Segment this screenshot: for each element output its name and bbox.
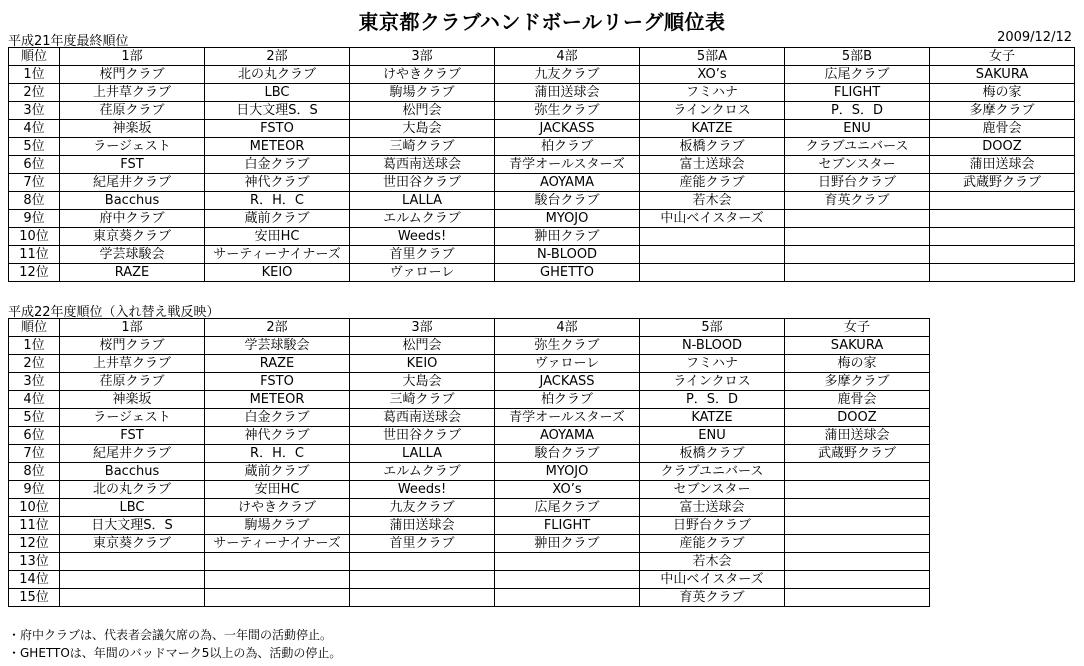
table-row bbox=[9, 391, 930, 409]
team-cell: 大島会 bbox=[350, 373, 495, 391]
team-cell: 駒場クラブ bbox=[350, 84, 495, 102]
table-row bbox=[9, 535, 930, 553]
team-cell: サーティーナイナーズ bbox=[205, 246, 350, 264]
column-header: 3部 bbox=[350, 48, 495, 66]
team-cell: 蒲田送球会 bbox=[785, 427, 930, 445]
team-cell: KATZE bbox=[640, 409, 785, 427]
team-cell bbox=[640, 228, 785, 246]
team-cell: 神楽坂 bbox=[60, 391, 205, 409]
column-header: 2部 bbox=[205, 48, 350, 66]
team-cell: KATZE bbox=[640, 120, 785, 138]
team-cell: 安田HC bbox=[205, 228, 350, 246]
team-cell bbox=[785, 228, 930, 246]
rank-cell: 6位 bbox=[9, 156, 60, 174]
table-row bbox=[9, 264, 1075, 282]
team-cell: Weeds! bbox=[350, 481, 495, 499]
team-cell: 翀田クラブ bbox=[495, 228, 640, 246]
team-cell: 板橋クラブ bbox=[640, 445, 785, 463]
team-cell: ヴァローレ bbox=[350, 264, 495, 282]
column-header: 4部 bbox=[495, 48, 640, 66]
rank-cell: 5位 bbox=[9, 138, 60, 156]
team-cell: 中山ベイスターズ bbox=[640, 571, 785, 589]
rank-cell: 13位 bbox=[9, 553, 60, 571]
team-cell: 柏クラブ bbox=[495, 138, 640, 156]
table-row bbox=[9, 589, 930, 607]
team-cell: 紀尾井クラブ bbox=[60, 445, 205, 463]
rank-cell: 3位 bbox=[9, 102, 60, 120]
team-cell: FLIGHT bbox=[495, 517, 640, 535]
team-cell: エルムクラブ bbox=[350, 210, 495, 228]
table-row bbox=[9, 481, 930, 499]
team-cell: 桜門クラブ bbox=[60, 337, 205, 355]
table-row bbox=[9, 192, 1075, 210]
team-cell: 上井草クラブ bbox=[60, 84, 205, 102]
team-cell bbox=[60, 589, 205, 607]
column-header: 女子 bbox=[930, 48, 1075, 66]
rank-cell: 2位 bbox=[9, 84, 60, 102]
standings-table-2010 bbox=[8, 318, 930, 607]
team-cell: 梅の家 bbox=[785, 355, 930, 373]
team-cell: 広尾クラブ bbox=[495, 499, 640, 517]
rank-cell: 7位 bbox=[9, 174, 60, 192]
team-cell: 育英クラブ bbox=[785, 192, 930, 210]
team-cell bbox=[930, 192, 1075, 210]
team-cell bbox=[785, 246, 930, 264]
team-cell bbox=[640, 264, 785, 282]
team-cell: 中山ベイスターズ bbox=[640, 210, 785, 228]
table-header-row bbox=[9, 48, 1075, 66]
team-cell: 駿台クラブ bbox=[495, 192, 640, 210]
rank-cell: 4位 bbox=[9, 391, 60, 409]
column-header: 1部 bbox=[60, 48, 205, 66]
rank-cell: 2位 bbox=[9, 355, 60, 373]
team-cell: 首里クラブ bbox=[350, 246, 495, 264]
team-cell: ラインクロス bbox=[640, 102, 785, 120]
team-cell: FST bbox=[60, 427, 205, 445]
rank-cell: 8位 bbox=[9, 463, 60, 481]
note-line: ・GHETTOは、年間のバッドマーク5以上の為、活動の停止。 bbox=[8, 646, 342, 660]
team-cell bbox=[205, 553, 350, 571]
column-header: 5部A bbox=[640, 48, 785, 66]
team-cell: SAKURA bbox=[785, 337, 930, 355]
team-cell: 青学オールスターズ bbox=[495, 409, 640, 427]
team-cell: ラインクロス bbox=[640, 373, 785, 391]
team-cell bbox=[785, 589, 930, 607]
team-cell: 神楽坂 bbox=[60, 120, 205, 138]
table1-caption: 平成21年度最終順位 bbox=[8, 34, 129, 49]
team-cell: Bacchus bbox=[60, 463, 205, 481]
team-cell: LBC bbox=[205, 84, 350, 102]
rank-cell: 11位 bbox=[9, 246, 60, 264]
team-cell: 府中クラブ bbox=[60, 210, 205, 228]
team-cell: 板橋クラブ bbox=[640, 138, 785, 156]
table-row bbox=[9, 210, 1075, 228]
team-cell: 若木会 bbox=[640, 192, 785, 210]
team-cell: FSTO bbox=[205, 120, 350, 138]
rank-cell: 10位 bbox=[9, 228, 60, 246]
team-cell: 育英クラブ bbox=[640, 589, 785, 607]
team-cell: クラブユニバース bbox=[640, 463, 785, 481]
team-cell: 富士送球会 bbox=[640, 156, 785, 174]
team-cell: 日大文理S．S bbox=[60, 517, 205, 535]
team-cell: 北の丸クラブ bbox=[60, 481, 205, 499]
team-cell: 神代クラブ bbox=[205, 174, 350, 192]
table-row bbox=[9, 156, 1075, 174]
team-cell: RAZE bbox=[60, 264, 205, 282]
team-cell: けやきクラブ bbox=[205, 499, 350, 517]
rank-cell: 12位 bbox=[9, 264, 60, 282]
team-cell: 多摩クラブ bbox=[785, 373, 930, 391]
team-cell bbox=[495, 589, 640, 607]
team-cell bbox=[930, 264, 1075, 282]
team-cell: 葛西南送球会 bbox=[350, 409, 495, 427]
team-cell: 安田HC bbox=[205, 481, 350, 499]
team-cell: 大島会 bbox=[350, 120, 495, 138]
team-cell: SAKURA bbox=[930, 66, 1075, 84]
table-row bbox=[9, 355, 930, 373]
table-row bbox=[9, 174, 1075, 192]
team-cell: 蒲田送球会 bbox=[350, 517, 495, 535]
team-cell bbox=[785, 210, 930, 228]
team-cell: 青学オールスターズ bbox=[495, 156, 640, 174]
team-cell: AOYAMA bbox=[495, 174, 640, 192]
team-cell: N-BLOOD bbox=[495, 246, 640, 264]
rank-cell: 9位 bbox=[9, 481, 60, 499]
rank-cell: 11位 bbox=[9, 517, 60, 535]
team-cell: FSTO bbox=[205, 373, 350, 391]
team-cell: 葛西南送球会 bbox=[350, 156, 495, 174]
team-cell: 三崎クラブ bbox=[350, 138, 495, 156]
team-cell: XO’s bbox=[640, 66, 785, 84]
team-cell: RAZE bbox=[205, 355, 350, 373]
team-cell: 荏原クラブ bbox=[60, 373, 205, 391]
column-header: 4部 bbox=[495, 319, 640, 337]
team-cell: 産能クラブ bbox=[640, 535, 785, 553]
table-header-row bbox=[9, 319, 930, 337]
team-cell: N-BLOOD bbox=[640, 337, 785, 355]
team-cell: 紀尾井クラブ bbox=[60, 174, 205, 192]
notes bbox=[8, 626, 341, 662]
team-cell: 駒場クラブ bbox=[205, 517, 350, 535]
team-cell bbox=[785, 499, 930, 517]
team-cell bbox=[785, 264, 930, 282]
table-row bbox=[9, 427, 930, 445]
rank-cell: 12位 bbox=[9, 535, 60, 553]
team-cell: AOYAMA bbox=[495, 427, 640, 445]
rank-cell: 14位 bbox=[9, 571, 60, 589]
team-cell: DOOZ bbox=[930, 138, 1075, 156]
table-row bbox=[9, 228, 1075, 246]
team-cell bbox=[785, 553, 930, 571]
column-header: 2部 bbox=[205, 319, 350, 337]
team-cell bbox=[495, 571, 640, 589]
rank-cell: 10位 bbox=[9, 499, 60, 517]
team-cell bbox=[930, 228, 1075, 246]
team-cell: R．H．C bbox=[205, 192, 350, 210]
rank-cell: 3位 bbox=[9, 373, 60, 391]
team-cell: 東京葵クラブ bbox=[60, 535, 205, 553]
team-cell: 九友クラブ bbox=[350, 499, 495, 517]
team-cell bbox=[495, 553, 640, 571]
table-row bbox=[9, 373, 930, 391]
team-cell: 広尾クラブ bbox=[785, 66, 930, 84]
team-cell: 白金クラブ bbox=[205, 156, 350, 174]
team-cell: 松門会 bbox=[350, 102, 495, 120]
rank-cell: 15位 bbox=[9, 589, 60, 607]
team-cell: 世田谷クラブ bbox=[350, 174, 495, 192]
column-header: 女子 bbox=[785, 319, 930, 337]
team-cell: 白金クラブ bbox=[205, 409, 350, 427]
team-cell: エルムクラブ bbox=[350, 463, 495, 481]
team-cell: 日野台クラブ bbox=[785, 174, 930, 192]
team-cell: MYOJO bbox=[495, 210, 640, 228]
team-cell bbox=[785, 571, 930, 589]
team-cell: セブンスター bbox=[640, 481, 785, 499]
team-cell: 蒲田送球会 bbox=[930, 156, 1075, 174]
team-cell bbox=[205, 571, 350, 589]
team-cell: GHETTO bbox=[495, 264, 640, 282]
team-cell: 多摩クラブ bbox=[930, 102, 1075, 120]
column-header: 3部 bbox=[350, 319, 495, 337]
team-cell bbox=[930, 246, 1075, 264]
team-cell: 神代クラブ bbox=[205, 427, 350, 445]
team-cell bbox=[785, 535, 930, 553]
table-row bbox=[9, 553, 930, 571]
team-cell: 蔵前クラブ bbox=[205, 463, 350, 481]
team-cell: 鹿骨会 bbox=[785, 391, 930, 409]
team-cell: 鹿骨会 bbox=[930, 120, 1075, 138]
rank-cell: 1位 bbox=[9, 337, 60, 355]
team-cell: 学芸球駿会 bbox=[60, 246, 205, 264]
team-cell bbox=[60, 571, 205, 589]
rank-cell: 5位 bbox=[9, 409, 60, 427]
team-cell: ラージェスト bbox=[60, 138, 205, 156]
team-cell: LBC bbox=[60, 499, 205, 517]
team-cell bbox=[350, 589, 495, 607]
team-cell: Bacchus bbox=[60, 192, 205, 210]
team-cell: 上井草クラブ bbox=[60, 355, 205, 373]
team-cell: 荏原クラブ bbox=[60, 102, 205, 120]
team-cell: 三崎クラブ bbox=[350, 391, 495, 409]
team-cell: 武蔵野クラブ bbox=[785, 445, 930, 463]
team-cell: 学芸球駿会 bbox=[205, 337, 350, 355]
page-title: 東京都クラブハンドボールリーグ順位表 bbox=[358, 10, 726, 34]
team-cell: セブンスター bbox=[785, 156, 930, 174]
note-line: ・府中クラブは、代表者会議欠席の為、一年間の活動停止。 bbox=[8, 628, 333, 642]
team-cell: FLIGHT bbox=[785, 84, 930, 102]
team-cell: XO’s bbox=[495, 481, 640, 499]
rank-cell: 9位 bbox=[9, 210, 60, 228]
team-cell: 武蔵野クラブ bbox=[930, 174, 1075, 192]
team-cell: JACKASS bbox=[495, 373, 640, 391]
team-cell: クラブユニバース bbox=[785, 138, 930, 156]
team-cell: 若木会 bbox=[640, 553, 785, 571]
table-row bbox=[9, 463, 930, 481]
team-cell: 九友クラブ bbox=[495, 66, 640, 84]
table-row bbox=[9, 517, 930, 535]
team-cell: 産能クラブ bbox=[640, 174, 785, 192]
table-row bbox=[9, 84, 1075, 102]
team-cell: 駿台クラブ bbox=[495, 445, 640, 463]
team-cell: 蔵前クラブ bbox=[205, 210, 350, 228]
team-cell: 松門会 bbox=[350, 337, 495, 355]
table-row bbox=[9, 499, 930, 517]
table-row bbox=[9, 409, 930, 427]
team-cell: JACKASS bbox=[495, 120, 640, 138]
team-cell: フミハナ bbox=[640, 355, 785, 373]
team-cell: 首里クラブ bbox=[350, 535, 495, 553]
table-row bbox=[9, 102, 1075, 120]
rank-cell: 4位 bbox=[9, 120, 60, 138]
team-cell: 弥生クラブ bbox=[495, 337, 640, 355]
team-cell: ラージェスト bbox=[60, 409, 205, 427]
team-cell: サーティーナイナーズ bbox=[205, 535, 350, 553]
date-label: 2009/12/12 bbox=[997, 30, 1072, 45]
rank-cell: 7位 bbox=[9, 445, 60, 463]
team-cell: 柏クラブ bbox=[495, 391, 640, 409]
team-cell: METEOR bbox=[205, 391, 350, 409]
team-cell bbox=[350, 553, 495, 571]
team-cell: 桜門クラブ bbox=[60, 66, 205, 84]
team-cell: R．H．C bbox=[205, 445, 350, 463]
team-cell: 東京葵クラブ bbox=[60, 228, 205, 246]
team-cell: METEOR bbox=[205, 138, 350, 156]
team-cell: 日大文理S．S bbox=[205, 102, 350, 120]
team-cell bbox=[785, 517, 930, 535]
rank-cell: 8位 bbox=[9, 192, 60, 210]
team-cell: FST bbox=[60, 156, 205, 174]
team-cell: 北の丸クラブ bbox=[205, 66, 350, 84]
team-cell: けやきクラブ bbox=[350, 66, 495, 84]
team-cell: LALLA bbox=[350, 192, 495, 210]
team-cell: ENU bbox=[785, 120, 930, 138]
column-header: 順位 bbox=[9, 48, 60, 66]
column-header: 1部 bbox=[60, 319, 205, 337]
team-cell: P．S．D bbox=[785, 102, 930, 120]
table-row bbox=[9, 120, 1075, 138]
team-cell bbox=[785, 463, 930, 481]
standings-table-2009 bbox=[8, 47, 1075, 282]
team-cell: 富士送球会 bbox=[640, 499, 785, 517]
table-row bbox=[9, 138, 1075, 156]
team-cell bbox=[785, 481, 930, 499]
team-cell: LALLA bbox=[350, 445, 495, 463]
team-cell: 日野台クラブ bbox=[640, 517, 785, 535]
team-cell: KEIO bbox=[350, 355, 495, 373]
rank-cell: 6位 bbox=[9, 427, 60, 445]
team-cell: 弥生クラブ bbox=[495, 102, 640, 120]
team-cell: 梅の家 bbox=[930, 84, 1075, 102]
column-header: 順位 bbox=[9, 319, 60, 337]
table2-caption: 平成22年度順位（入れ替え戦反映） bbox=[8, 305, 220, 320]
team-cell: 翀田クラブ bbox=[495, 535, 640, 553]
team-cell bbox=[60, 553, 205, 571]
column-header: 5部B bbox=[785, 48, 930, 66]
team-cell: KEIO bbox=[205, 264, 350, 282]
team-cell: ヴァローレ bbox=[495, 355, 640, 373]
team-cell: Weeds! bbox=[350, 228, 495, 246]
team-cell bbox=[205, 589, 350, 607]
team-cell: ENU bbox=[640, 427, 785, 445]
team-cell bbox=[640, 246, 785, 264]
table-row bbox=[9, 337, 930, 355]
table-row bbox=[9, 571, 930, 589]
table-row bbox=[9, 66, 1075, 84]
team-cell: P．S．D bbox=[640, 391, 785, 409]
team-cell: 世田谷クラブ bbox=[350, 427, 495, 445]
team-cell: フミハナ bbox=[640, 84, 785, 102]
rank-cell: 1位 bbox=[9, 66, 60, 84]
table-row bbox=[9, 246, 1075, 264]
team-cell: DOOZ bbox=[785, 409, 930, 427]
table-row bbox=[9, 445, 930, 463]
team-cell bbox=[930, 210, 1075, 228]
team-cell bbox=[350, 571, 495, 589]
team-cell: MYOJO bbox=[495, 463, 640, 481]
team-cell: 蒲田送球会 bbox=[495, 84, 640, 102]
column-header: 5部 bbox=[640, 319, 785, 337]
